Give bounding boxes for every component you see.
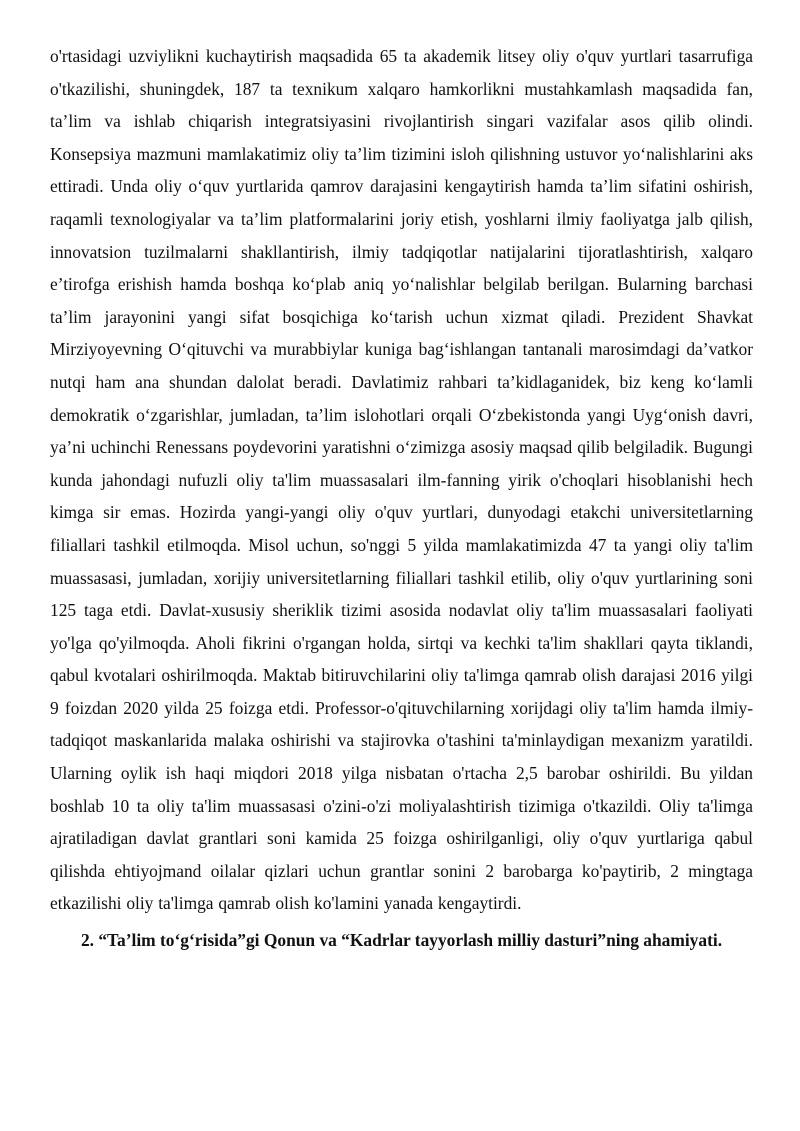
- document-page: [50, 40, 753, 956]
- section-heading: 2. “Ta’lim to‘g‘risida”gi Qonun va “Kadrlar tayyorlash milliy dasturi”ning ahamiyati.: [80, 930, 723, 951]
- body-paragraph: o'rtasidagi uzviylikni kuchaytirish maqsadida 65 ta akademik litsey oliy o'quv yurtlari tasarrufiga o'tkazilishi, shuningdek, 187 ta texnikum xalqaro hamkorlikni mustahkamlash maqsadida fan, ta’lim va ishlab chiqarish integratsiyasini rivojlantirish singari vazifalar asos qilib olindi. Konsepsiya mazmuni mamlakatimiz oliy ta’lim tizimini isloh qilishning ustuvor yo‘nalishlarini aks ettiradi. Unda oliy o‘quv yurtlarida qamrov darajasini kengaytirish hamda ta’lim sifatini oshirish, raqamli texnologiyalar va ta’lim platformalarini joriy etish, yoshlarni ilmiy faoliyatga jalb qilish, innovatsion tuzilmalarni shakllantirish, ilmiy tadqiqotlar natijalarini tijoratlashtirish, xalqaro e’tirofga erishish hamda boshqa ko‘plab aniq yo‘nalishlar belgilab berilgan. Bularning barchasi ta’lim jarayonini yangi sifat bosqichiga ko‘tarish uchun xizmat qiladi. Prezident Shavkat Mirziyoyevning O‘qituvchi va murabbiylar kuniga bag‘ishlangan tantanali marosimdagi da’vatkor nutqi ham ana shundan dalolat beradi. Davlatimiz rahbari ta’kidlaganidek, biz keng ko‘lamli demokratik o‘zgarishlar, jumladan, ta’lim islohotlari orqali O‘zbekistonda yangi Uyg‘onish davri, ya’ni uchinchi Renessans poydevorini yaratishni o‘zimizga asosiy maqsad qilib belgiladik. Bugungi kunda jahondagi nufuzli oliy ta'lim muassasalari ilm-fanning yirik o'choqlari hisoblanishi hech kimga sir emas. Hozirda yangi-yangi oliy o'quv yurtlari, dunyodagi etakchi universitetlarning filiallari tashkil etilmoqda. Misol uchun, so'nggi 5 yilda mamlakatimizda 47 ta yangi oliy ta'lim muassasasi, jumladan, xorijiy universitetlarning filiallari tashkil etilib, oliy o'quv yurtlarining soni 125 taga etdi. Davlat-xususiy sheriklik tizimi asosida nodavlat oliy ta'lim muassasalari faoliyati yo'lga qo'yilmoqda. Aholi fikrini o'rgangan holda, sirtqi va kechki ta'lim shakllari qayta tiklandi, qabul kvotalari oshirilmoqda. Maktab bitiruvchilarini oliy ta'limga qamrab olish darajasi 2016 yilgi 9 foizdan 2020 yilda 25 foizga etdi. Professor-o'qituvchilarning xorijdagi oliy ta'lim hamda ilmiy-tadqiqot maskanlarida malaka oshirishi va stajirovka o'tashini ta'minlaydigan mexanizm yaratildi. Ularning oylik ish haqi miqdori 2018 yilga nisbatan o'rtacha 2,5 barobar oshirildi. Bu yildan boshlab 10 ta oliy ta'lim muassasasi o'zini-o'zi moliyalashtirish tizimiga o'tkazildi. Oliy ta'limga ajratiladigan davlat grantlari soni kamida 25 foizga oshirilganligi, oliy o'quv yurtlariga qabul qilishda ehtiyojmand oilalar qizlari uchun grantlar sonini 2 barobarga ko'paytirib, 2 mingtaga etkazilishi oliy ta'limga qamrab olish ko'lamini yanada kengaytirdi.: [50, 46, 753, 914]
